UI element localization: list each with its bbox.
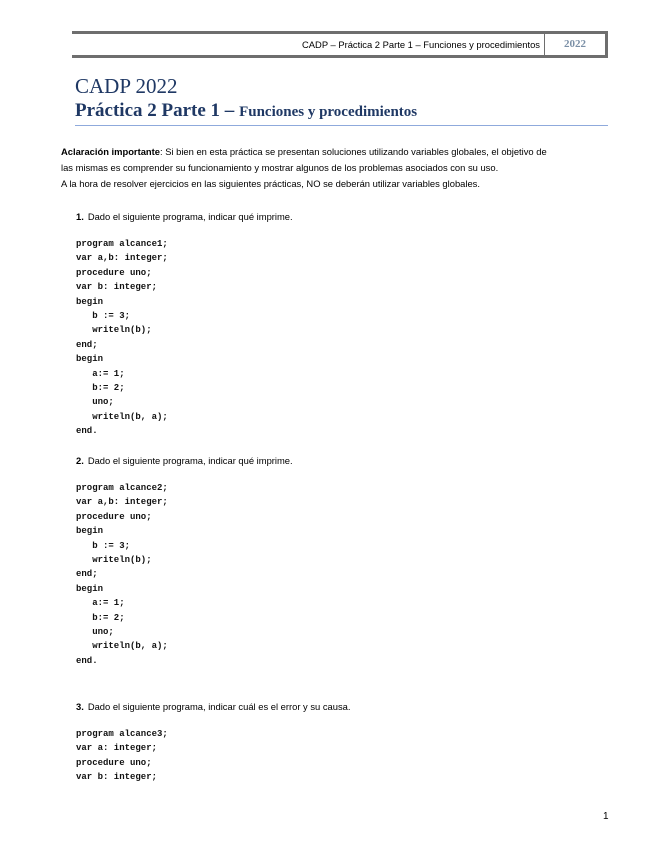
- exercise-1-prompt: 1. Dado el siguiente programa, indicar qué imprime.: [76, 211, 293, 222]
- exercise-2-code: program alcance2; var a,b: integer; procedure uno; begin b := 3; writeln(b); end; begin a:= 1; b:= 2; uno; writeln(b, a); end.: [76, 483, 168, 666]
- exercise-number: 3.: [76, 701, 84, 712]
- note-line-1: Aclaración importante: Si bien en esta práctica se presentan soluciones utilizando variables globales, el objetivo de: [61, 146, 547, 157]
- note-line-2: las mismas es comprender su funcionamiento y mostrar algunos de los problemas asociados con su uso.: [61, 162, 499, 173]
- exercise-3-prompt: 3. Dado el siguiente programa, indicar cuál es el error y su causa.: [76, 701, 351, 712]
- subtitle-main: Práctica 2 Parte 1 –: [75, 100, 235, 121]
- running-title: CADP – Práctica 2 Parte 1 – Funciones y procedimientos: [72, 34, 545, 55]
- header-year: 2022: [564, 38, 586, 50]
- running-header: [72, 31, 608, 58]
- subtitle-topic: Funciones y procedimientos: [239, 104, 418, 120]
- exercise-1-code: program alcance1; var a,b: integer; procedure uno; var b: integer; begin b := 3; writeln(b); end; begin a:= 1; b:= 2; uno; writeln(b, a); end.: [76, 239, 168, 437]
- note-line-3: A la hora de resolver ejercicios en las siguientes prácticas, NO se deberán utilizar variables globales.: [61, 178, 480, 189]
- exercise-2-prompt: 2. Dado el siguiente programa, indicar qué imprime.: [76, 455, 293, 466]
- note-label: Aclaración importante: [61, 146, 160, 157]
- exercise-3-code: program alcance3; var a: integer; procedure uno; var b: integer;: [76, 729, 168, 783]
- document-title: CADP 2022: [75, 74, 178, 98]
- title-divider: [75, 125, 608, 126]
- exercise-number: 1.: [76, 211, 84, 222]
- page-number: 1: [603, 811, 609, 822]
- important-note: [61, 144, 611, 192]
- exercise-number: 2.: [76, 455, 84, 466]
- document-subtitle: [75, 100, 417, 122]
